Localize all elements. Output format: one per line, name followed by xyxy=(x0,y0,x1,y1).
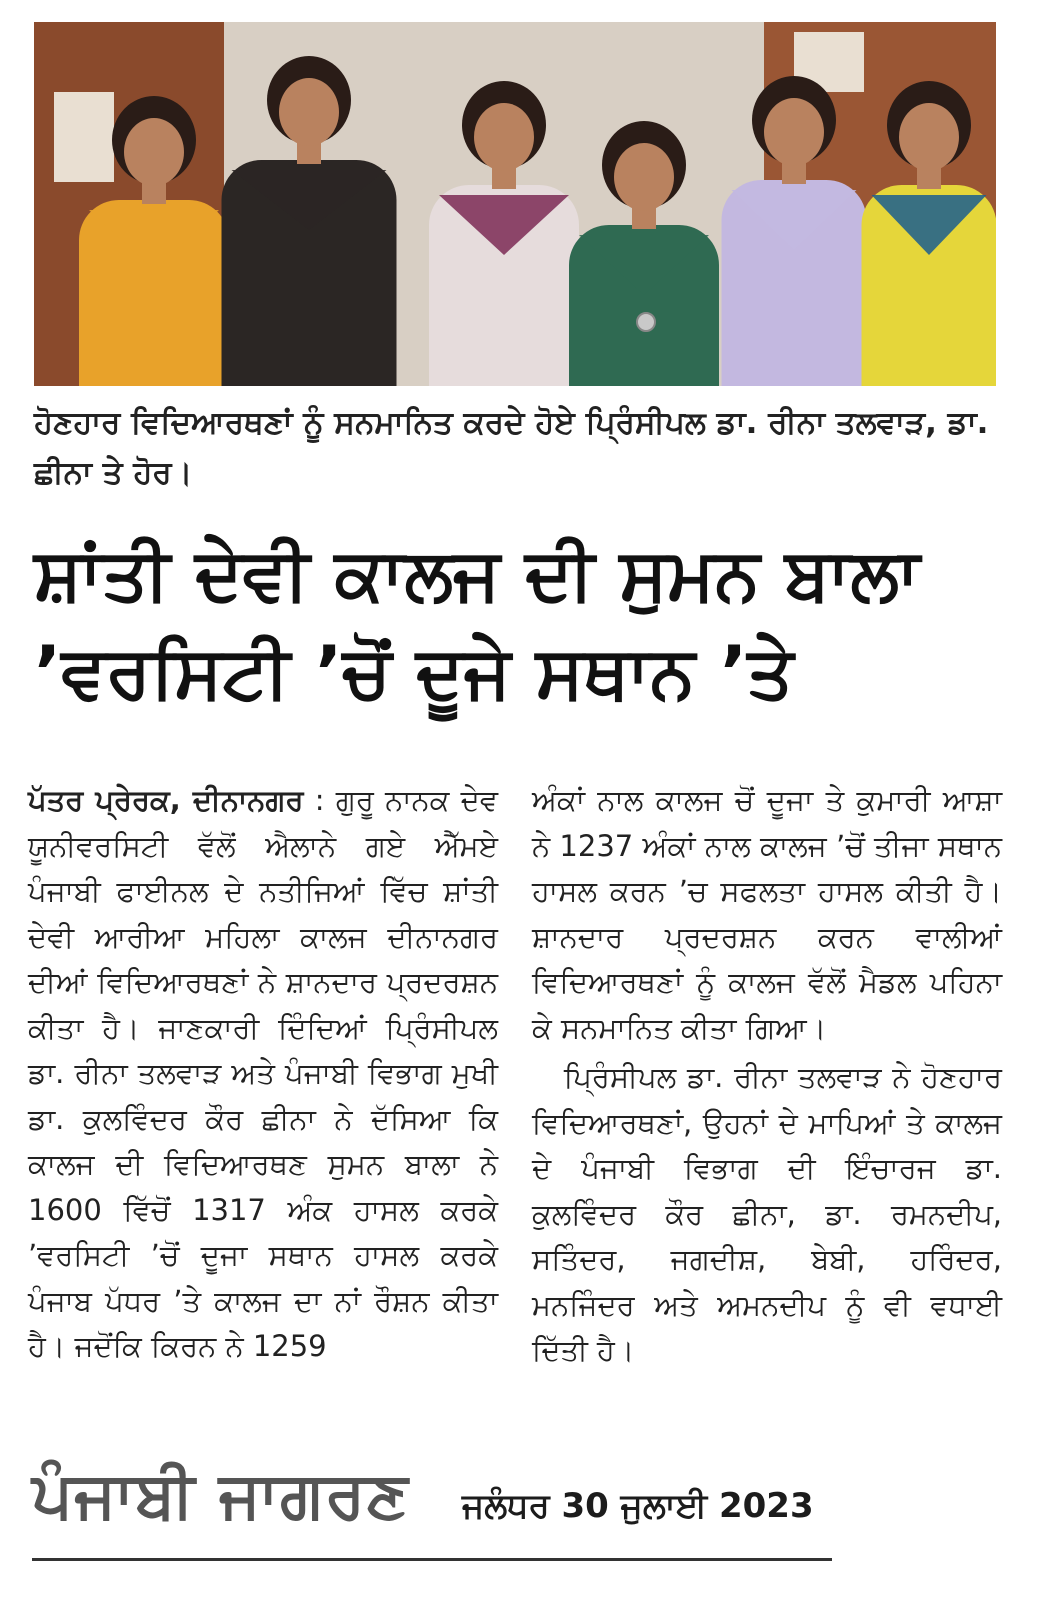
medal-icon xyxy=(637,313,655,331)
photo-frame-left xyxy=(54,92,114,182)
article-column-right xyxy=(532,778,1002,1374)
headline: ਸ਼ਾਂਤੀ ਦੇਵੀ ਕਾਲਜ ਦੀ ਸੁਮਨ ਬਾਲਾ ’ਵਰਸਿਟੀ ’ਚੋਂ ਦੂਜੇ ਸਥਾਨ ’ਤੇ xyxy=(34,532,920,714)
byline: ਪੱਤਰ ਪ੍ਰੇਰਕ, ਦੀਨਾਨਗਰ xyxy=(28,783,304,817)
article-column-left xyxy=(28,778,498,1370)
article-paragraph-1: ਅੰਕਾਂ ਨਾਲ ਕਾਲਜ ਚੋਂ ਦੂਜਾ ਤੇ ਕੁਮਾਰੀ ਆਸ਼ਾ ਨੇ 1237 ਅੰਕਾਂ ਨਾਲ ਕਾਲਜ ’ਚੋਂ ਤੀਜਾ ਸਥਾਨ ਹਾਸਲ ਕਰਨ ’ਚ ਸਫਲਤਾ ਹਾਸਲ ਕੀਤੀ ਹੈ। ਸ਼ਾਨਦਾਰ ਪ੍ਰਦਰਸ਼ਨ ਕਰਨ ਵਾਲੀਆਂ ਵਿਦਿਆਰਥਣਾਂ ਨੂੰ ਕਾਲਜ ਵੱਲੋਂ ਮੈਡਲ ਪਹਿਨਾ ਕੇ ਸਨਮਾਨਿਤ ਕੀਤਾ ਗਿਆ। xyxy=(532,783,1002,1045)
photo-caption: ਹੋਣਹਾਰ ਵਿਦਿਆਰਥਣਾਂ ਨੂੰ ਸਨਮਾਨਿਤ ਕਰਦੇ ਹੋਏ ਪ੍ਰਿੰਸੀਪਲ ਡਾ. ਰੀਨਾ ਤਲਵਾੜ, ਡਾ. ਛੀਨਾ ਤੇ ਹੋਰ। xyxy=(34,405,989,491)
newspaper-masthead: ਪੰਜਾਬੀ ਜਾਗਰਣ xyxy=(32,1458,409,1533)
group-photo-illustration xyxy=(34,22,996,386)
person-6-face xyxy=(899,103,959,171)
person-5-face xyxy=(764,98,824,166)
article-text-left: : ਗੁਰੂ ਨਾਨਕ ਦੇਵ ਯੂਨੀਵਰਸਿਟੀ ਵੱਲੋਂ ਐਲਾਨੇ ਗਏ ਐੱਮਏ ਪੰਜਾਬੀ ਫਾਈਨਲ ਦੇ ਨਤੀਜਿਆਂ ਵਿੱਚ ਸ਼ਾਂਤੀ ਦੇਵੀ ਆਰੀਆ ਮਹਿਲਾ ਕਾਲਜ ਦੀਨਾਨਗਰ ਦੀਆਂ ਵਿਦਿਆਰਥਣਾਂ ਨੇ ਸ਼ਾਨਦਾਰ ਪ੍ਰਦਰਸ਼ਨ ਕੀਤਾ ਹੈ। ਜਾਣਕਾਰੀ ਦਿੰਦਿਆਂ ਪ੍ਰਿੰਸੀਪਲ ਡਾ. ਰੀਨਾ ਤਲਵਾੜ ਅਤੇ ਪੰਜਾਬੀ ਵਿਭਾਗ ਮੁਖੀ ਡਾ. ਕੁਲਵਿੰਦਰ ਕੌਰ ਛੀਨਾ ਨੇ ਦੱਸਿਆ ਕਿ ਕਾਲਜ ਦੀ ਵਿਦਿਆਰਥਣ ਸੁਮਨ ਬਾਲਾ ਨੇ 1600 ਵਿੱਚੋਂ 1317 ਅੰਕ ਹਾਸਲ ਕਰਕੇ ’ਵਰਸਿਟੀ ’ਚੋਂ ਦੂਜਾ ਸਥਾਨ ਹਾਸਲ ਕਰਕੇ ਪੰਜਾਬ ਪੱਧਰ ’ਤੇ ਕਾਲਜ ਦਾ ਨਾਂ ਰੌਸ਼ਨ ਕੀਤਾ ਹੈ। ਜਦੋਂਕਿ ਕਿਰਨ ਨੇ 1259 xyxy=(28,783,498,1363)
article-paragraph-2: ਪ੍ਰਿੰਸੀਪਲ ਡਾ. ਰੀਨਾ ਤਲਵਾੜ ਨੇ ਹੋਣਹਾਰ ਵਿਦਿਆਰਥਣਾਂ, ਉਹਨਾਂ ਦੇ ਮਾਪਿਆਂ ਤੇ ਕਾਲਜ ਦੇ ਪੰਜਾਬੀ ਵਿਭਾਗ ਦੀ ਇੰਚਾਰਜ ਡਾ. ਕੁਲਵਿੰਦਰ ਕੌਰ ਛੀਨਾ, ਡਾ. ਰਮਨਦੀਪ, ਸਤਿੰਦਰ, ਜਗਦੀਸ਼, ਬੇਬੀ, ਹਰਿੰਦਰ, ਮਨਜਿੰਦਰ ਅਤੇ ਅਮਨਦੀਪ ਨੂੰ ਵੀ ਵਧਾਈ ਦਿੱਤੀ ਹੈ। xyxy=(532,1060,1002,1367)
news-photo xyxy=(34,22,996,386)
person-1-face xyxy=(124,118,184,186)
article-paragraph xyxy=(28,778,498,1370)
person-2-face xyxy=(279,78,339,146)
newspaper-footer xyxy=(32,1440,832,1561)
person-3-face xyxy=(474,103,534,171)
dateline: ਜਲੰਧਰ 30 ਜੁਲਾਈ 2023 xyxy=(462,1486,814,1526)
person-4-face xyxy=(614,143,674,211)
